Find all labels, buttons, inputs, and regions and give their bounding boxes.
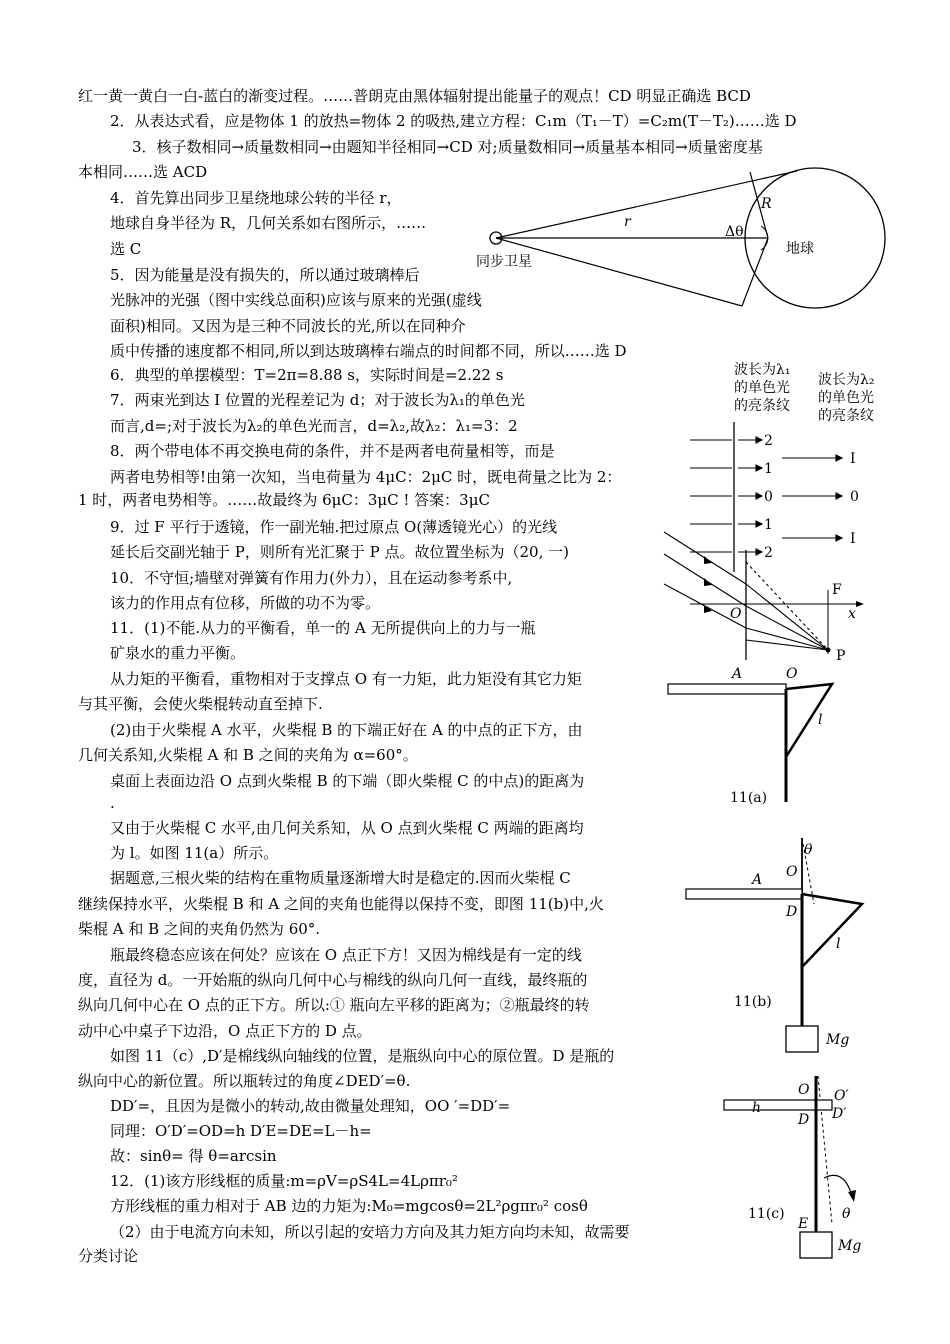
label-e: E — [798, 1216, 809, 1232]
label-x: x — [848, 606, 856, 622]
caption-11c: 11(c) — [748, 1206, 785, 1222]
label-theta: θ — [804, 842, 813, 858]
text-line: 桌面上表面边沿 O 点到火柴棍 B 的下端（即火柴棍 C 的中点)的距离为 — [110, 772, 585, 790]
text-line: 两者电势相等!由第一次知，当电荷量为 4μC：2μC 时，既电荷量之比为 2： — [110, 468, 622, 486]
text-line: 8．两个带电体不再交换电荷的条件，并不是两者电荷量相等，而是 — [110, 442, 555, 460]
text-line: 为 l。如图 11(a）所示。 — [110, 844, 279, 862]
label-l: l — [836, 936, 841, 952]
text-line: 7．两束光到达 I 位置的光程差记为 d；对于波长为λ₁的单色光 — [110, 391, 525, 409]
text-line: 6．典型的单摆模型：T=2π=8.88 s，实际时间是=2.22 s — [110, 366, 504, 384]
label-o: O — [798, 1082, 810, 1098]
text-line: 据题意,三根火柴的结构在重物质量逐渐增大时是稳定的.因而火柴棍 C — [110, 869, 571, 887]
label-p: P — [836, 648, 846, 664]
label-d: D — [786, 904, 798, 920]
label-a: A — [752, 872, 763, 888]
lambda1-label: 波长为λ₁ — [734, 362, 791, 378]
fringe-order: 1 — [764, 517, 773, 533]
text-line: . — [110, 794, 115, 812]
match-ac — [786, 684, 832, 757]
text-line: 该力的作用点有位移，所做的功不为零。 — [110, 594, 381, 612]
text-line: 又由于火柴棍 C 水平,由几何关系知，从 O 点到火柴棍 C 两端的距离均 — [110, 819, 584, 837]
label-mg: Mg — [826, 1032, 850, 1048]
text-line: 如图 11（c）,D′是棉线纵向轴线的位置，是瓶纵向中心的原位置。D 是瓶的 — [110, 1047, 615, 1065]
text-line: 柴棍 A 和 B 之间的夹角仍然为 60°. — [78, 920, 321, 938]
label-theta: θ — [842, 1206, 851, 1222]
text-line: 纵向中心的新位置。所以瓶转过的角度∠DED′=θ. — [78, 1072, 411, 1090]
fringe-order: 2 — [764, 433, 773, 449]
label-mg: Mg — [838, 1238, 862, 1254]
text-line: 红一黄一黄白一白-蓝白的渐变过程。……普朗克由黑体辐射提出能量子的观点！CD 明显正确选 BCD — [78, 87, 751, 105]
label-d-prime: D′ — [832, 1106, 847, 1122]
right-label: I — [850, 451, 856, 467]
figure-11c — [720, 1074, 920, 1274]
text-line: 同理：O′D′=OD=h D′E=DE=L－h= — [110, 1122, 372, 1140]
text-line: 而言,d=;对于波长为λ₂的单色光而言，d=λ₂,故λ₂：λ₁=3：2 — [110, 417, 518, 435]
text-line: 1 时，两者电势相等。……故最终为 6μC：3μC ! 答案：3μC — [78, 491, 490, 509]
label-h: h — [752, 1100, 762, 1116]
label-o-prime: O′ — [834, 1088, 849, 1104]
lambda2-label: 波长为λ₂ — [818, 372, 875, 388]
match-ac — [802, 894, 862, 967]
rotation-arrowhead — [848, 1190, 856, 1202]
text-line: 纵向几何中心在 O 点的正下方。所以:① 瓶向左平移的距离为；②瓶最终的转 — [78, 996, 590, 1014]
text-line: 本相同……选 ACD — [78, 163, 208, 181]
text-line: （2）由于电流方向未知，所以引起的安培力方向及其力矩方向均未知，故需要 — [110, 1223, 630, 1241]
text-line: 度，直径为 d。一开始瓶的纵向几何中心与棉线的纵向几何一直线，最终瓶的 — [78, 971, 588, 989]
text-line: 瓶最终稳态应该在何处？应该在 O 点正下方！又因为棉线是有一定的线 — [110, 946, 582, 964]
figure-11a — [668, 662, 868, 812]
text-line: 延长后交副光轴于 P，则所有光汇聚于 P 点。故位置坐标为（20, 一) — [110, 543, 569, 561]
text-line: 5．因为能量是没有损失的，所以通过玻璃棒后 — [110, 266, 420, 284]
fringe-order: 0 — [764, 489, 773, 505]
lambda1-label: 的单色光 — [734, 380, 790, 396]
caption-11a: 11(a) — [730, 790, 768, 806]
text-line: 3．核子数相同→质量数相同→由题知半径相同→CD 对;质量数相同→质量基本相同→质量密度基 — [132, 138, 763, 156]
label-l: l — [818, 712, 823, 728]
tangent-line-bottom — [496, 238, 742, 306]
text-line: 方形线框的重力相对于 AB 边的力矩为:M₀=mgcosθ=2L²ρgπr₀² cosθ — [110, 1197, 588, 1215]
caption-11b: 11(b) — [734, 994, 772, 1010]
lambda1-label: 的亮条纹 — [734, 398, 790, 414]
axis-arrow — [856, 601, 864, 607]
lambda2-label: 的亮条纹 — [818, 408, 874, 424]
satellite-earth-figure — [476, 168, 900, 318]
text-line: 从力矩的平衡看，重物相对于支撑点 O 有一力矩，此力矩没有其它力矩 — [110, 670, 582, 688]
text-line: 矿泉水的重力平衡。 — [110, 644, 246, 662]
text-line: (2)由于火柴棍 A 水平，火柴棍 B 的下端正好在 A 的中点的正下方，由 — [110, 721, 583, 739]
label-o: O — [786, 864, 798, 880]
text-line: 9．过 F 平行于透镜，作一副光轴.把过原点 O(薄透镜光心）的光线 — [110, 518, 558, 536]
text-line: 动中心中桌子下边沿，O 点正下方的 D 点。 — [78, 1022, 372, 1040]
right-label: I — [850, 531, 856, 547]
bottle — [786, 1026, 818, 1052]
text-line: 12．(1)该方形线框的质量:m=ρV=ρS4L=4Lρπr₀² — [110, 1172, 458, 1190]
text-line: 光脉冲的光强（图中实线总面积)应该与原来的光强(虚线 — [110, 291, 482, 309]
bottle — [800, 1232, 832, 1258]
text-line: 故：sinθ= 得 θ=arcsin — [110, 1147, 277, 1165]
fringe-order: 2 — [764, 545, 773, 561]
label-f: F — [832, 582, 842, 598]
table-edge — [668, 684, 786, 694]
label-r: r — [624, 214, 631, 230]
fringe-order: 1 — [764, 461, 773, 477]
text-line: 2．从表达式看，应是物体 1 的放热=物体 2 的吸热,建立方程：C₁m（T₁－T）=C₂m(T－T₂)……选 D — [110, 112, 797, 130]
figure-11b — [686, 832, 886, 1062]
text-line: 面积)相同。又因为是三种不同波长的光,所以在同种介 — [110, 317, 466, 335]
text-line: 地球自身半径为 R，几何关系如右图所示，…… — [110, 214, 427, 232]
text-line: 继续保持水平，火柴棍 B 和 A 之间的夹角也能得以保持不变，即图 11(b)中,火 — [78, 895, 604, 913]
text-line: 分类讨论 — [78, 1247, 139, 1265]
lens-figure — [660, 520, 880, 670]
label-a: A — [732, 666, 743, 682]
text-line: 选 C — [110, 240, 142, 258]
label-delta-theta: Δθ — [725, 224, 744, 240]
text-line: DD′=，且因为是微小的转动,故由微量处理知，OO ′=DD′= — [110, 1097, 511, 1115]
text-line: 4．首先算出同步卫星绕地球公转的半径 r， — [110, 189, 402, 207]
table-edge — [686, 889, 802, 899]
text-line: 几何关系知,火柴棍 A 和 B 之间的夹角为 α=60°。 — [78, 746, 418, 764]
label-satellite: 同步卫星 — [476, 254, 532, 270]
label-d: D — [798, 1112, 810, 1128]
text-line: 质中传播的速度都不相同,所以到达玻璃棒右端点的时间都不同，所以……选 D — [110, 342, 627, 360]
dashed-axis — [818, 1076, 832, 1224]
text-line: 与其平衡，会使火柴棍转动直至掉下. — [78, 695, 323, 713]
text-line: 10．不守恒;墙壁对弹簧有作用力(外力），且在运动参考系中, — [110, 569, 513, 587]
lambda2-label: 的单色光 — [818, 390, 874, 406]
point-p — [826, 648, 831, 653]
text-line: 11．(1)不能.从力的平衡看，单一的 A 无所提供向上的力与一瓶 — [110, 619, 536, 637]
right-label: 0 — [850, 489, 859, 505]
label-earth: 地球 — [786, 241, 814, 257]
label-o: O — [786, 666, 798, 682]
label-o: O — [730, 606, 742, 622]
label-big-r: R — [761, 196, 772, 212]
